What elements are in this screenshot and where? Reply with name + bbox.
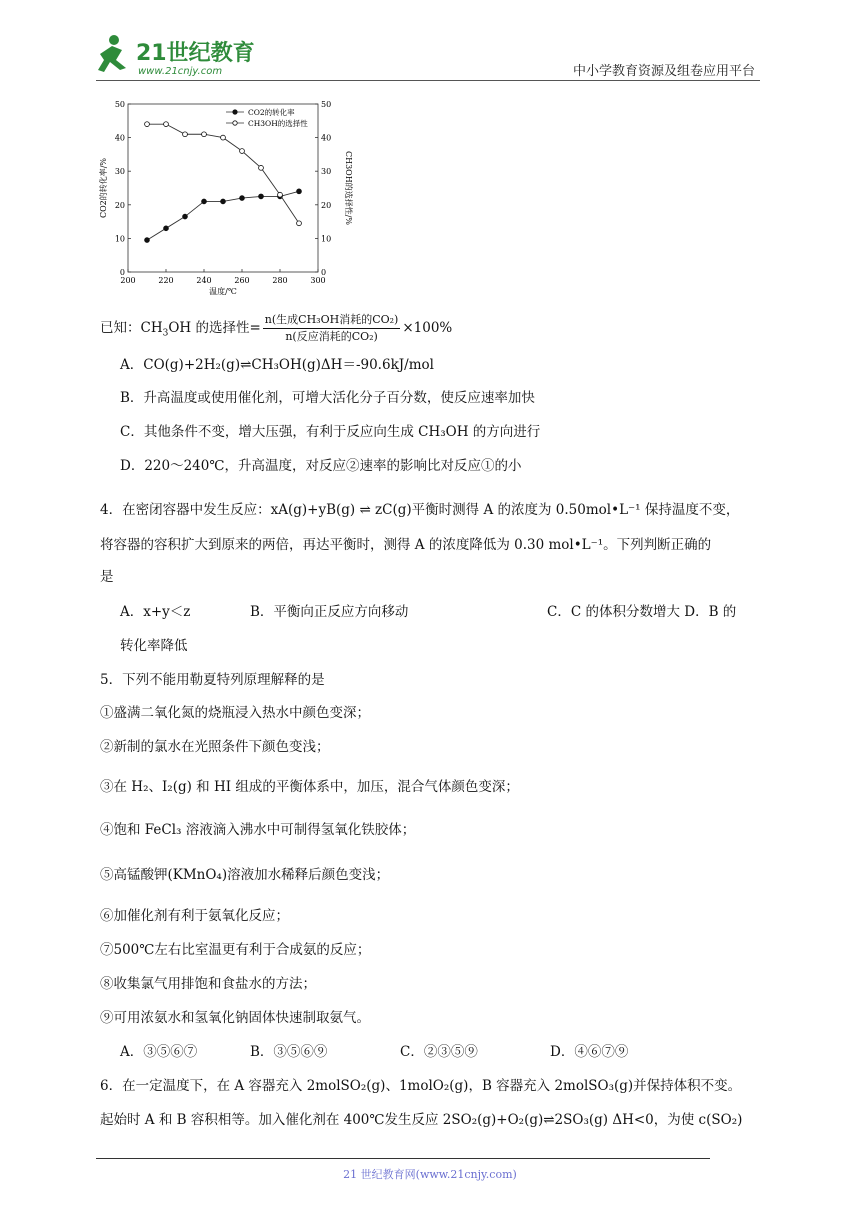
q6-stem-line1: 6．在一定温度下，在 A 容器充入 2molSO₂(g)、1molO₂(g)，B 容器充入 2molSO₃(g)并保持体积不变。 [100,1078,742,1094]
q5-option-a: A．③⑤⑥⑦ [120,1044,198,1060]
x-tick-label: 220 [158,276,174,285]
known-mid: OH 的选择性= [168,320,261,336]
q5-option-b: B．③⑤⑥⑨ [250,1044,328,1060]
data-point-0 [202,199,207,204]
logo-text: 21世纪教育 [136,41,255,66]
data-point-0 [221,199,226,204]
q5-item-7: ⑦500℃左右比室温更有利于合成氨的反应； [100,942,371,958]
q3-option-b: B．升高温度或使用催化剂，可增大活化分子百分数，使反应速率加快 [120,390,535,406]
data-point-1 [202,132,207,137]
platform-name: 中小学教育资源及组卷应用平台 [572,64,755,79]
x-tick-label: 280 [272,276,288,285]
y-tick-label-left: 10 [114,234,125,244]
legend-marker-1 [233,121,237,125]
q6-stem-line2: 起始时 A 和 B 容积相等。加入催化剂在 400℃发生反应 2SO₂(g)+O₂(g)⇌2SO₃(g) ΔH<0，为使 c(SO₂) [100,1112,743,1128]
x-tick-label: 200 [120,276,136,285]
q4-stem-line3: 是 [100,569,114,585]
q5-option-c: C．②③⑤⑨ [400,1044,478,1060]
q5-item-3: ③在 H₂、I₂(g) 和 HI 组成的平衡体系中，加压，混合气体颜色变深； [100,779,519,795]
data-point-1 [278,192,283,197]
q3-option-c: C．其他条件不变，增大压强，有利于反应向生成 CH₃OH 的方向进行 [120,424,541,440]
data-point-0 [164,226,169,231]
y-tick-label-right: 40 [321,133,332,143]
q5-item-9: ⑨可用浓氨水和氢氧化钠固体快速制取氨气。 [100,1010,370,1026]
fraction-denominator: n(反应消耗的CO₂) [285,330,378,343]
co2-ch3oh-chart [96,96,358,296]
q4-option-b: B．平衡向正反应方向移动 [250,604,409,620]
legend-marker-0 [233,110,237,114]
known-prefix: 已知：CH [100,320,163,336]
x-tick-label: 260 [234,276,250,285]
y-axis-label-right: CH3OH的选择性/% [344,150,353,226]
y-tick-label-right: 30 [321,167,332,177]
x-tick-label: 300 [310,276,326,285]
data-point-1 [145,122,150,127]
data-point-1 [183,132,188,137]
y-tick-label-right: 50 [321,100,332,109]
q5-item-5: ⑤高锰酸钾(KMnO₄)溶液加水稀释后颜色变浅； [100,867,390,883]
data-point-1 [297,221,302,226]
y-axis-label-left: CO2的转化率/% [99,157,108,219]
known-formula: 已知：$CH_3OH$ 的选择性= $\frac{\text{n(生成CH₃OH消耗的CO₂)}}{\text{n(反应消耗的CO₂)}}$ ×100% [100,313,453,343]
y-tick-label-left: 0 [119,268,125,277]
q4-option-d-cont: 转化率降低 [120,638,188,654]
q4-stem-line1: 4．在密闭容器中发生反应：xA(g)+yB(g) ⇌ zC(g)平衡时测得 A 的浓度为 0.50mol•L⁻¹ 保持温度不变， [100,502,740,518]
legend-label-0: CO2的转化率 [248,108,295,117]
q5-item-2: ②新制的氯水在光照条件下颜色变浅； [100,739,330,755]
plot-frame [128,104,318,272]
y-tick-label-right: 20 [321,200,332,210]
known-suffix: ×100% [402,320,453,336]
q5-option-d: D．④⑥⑦⑨ [550,1044,629,1060]
q3-option-d: D．220～240℃，升高温度，对反应②速率的影响比对反应①的小 [120,458,522,474]
q3-option-a: A．CO(g)+2H₂(g)⇌CH₃OH(g)ΔH＝-90.6kJ/mol [120,357,434,373]
q4-option-a: A．x+y＜z [120,604,191,620]
data-point-0 [297,189,302,194]
y-tick-label-left: 30 [114,167,125,177]
q4-option-cd: C．C 的体积分数增大 D．B 的 [547,604,737,620]
q5-stem: 5．下列不能用勒夏特列原理解释的是 [100,672,325,688]
x-tick-label: 240 [196,276,212,285]
legend-label-1: CH3OH的选择性 [248,119,308,128]
q5-item-8: ⑧收集氯气用排饱和食盐水的方法； [100,976,316,992]
site-logo [92,32,262,78]
data-point-0 [259,194,264,199]
header-divider [96,80,760,81]
y-tick-label-left: 40 [114,133,125,143]
y-tick-label-right: 0 [321,268,327,277]
footer-text: 21 世纪教育网(www.21cnjy.com) [343,1168,517,1181]
selectivity-fraction [263,312,401,345]
data-point-0 [240,196,245,201]
y-tick-label-left: 20 [114,200,125,210]
y-tick-label-right: 10 [321,234,332,244]
logo-url: www.21cnjy.com [138,66,223,77]
q4-stem-line2: 将容器的容积扩大到原来的两倍，再达平衡时，测得 A 的浓度降低为 0.30 mol•L⁻¹。下列判断正确的 [100,537,712,553]
data-point-1 [221,135,226,140]
q5-item-6: ⑥加催化剂有利于氨氧化反应； [100,908,289,924]
data-point-1 [259,165,264,170]
data-point-1 [164,122,169,127]
data-point-1 [240,149,245,154]
fraction-numerator: n(生成CH₃OH消耗的CO₂) [263,312,401,329]
q5-item-4: ④饱和 FeCl₃ 溶液滴入沸水中可制得氢氧化铁胶体； [100,822,416,838]
q5-item-1: ①盛满二氧化氮的烧瓶浸入热水中颜色变深； [100,705,370,721]
y-tick-label-left: 50 [114,100,125,109]
data-point-0 [183,214,188,219]
data-point-0 [145,238,150,243]
x-axis-label: 温度/℃ [209,287,237,296]
footer-divider [96,1158,710,1159]
